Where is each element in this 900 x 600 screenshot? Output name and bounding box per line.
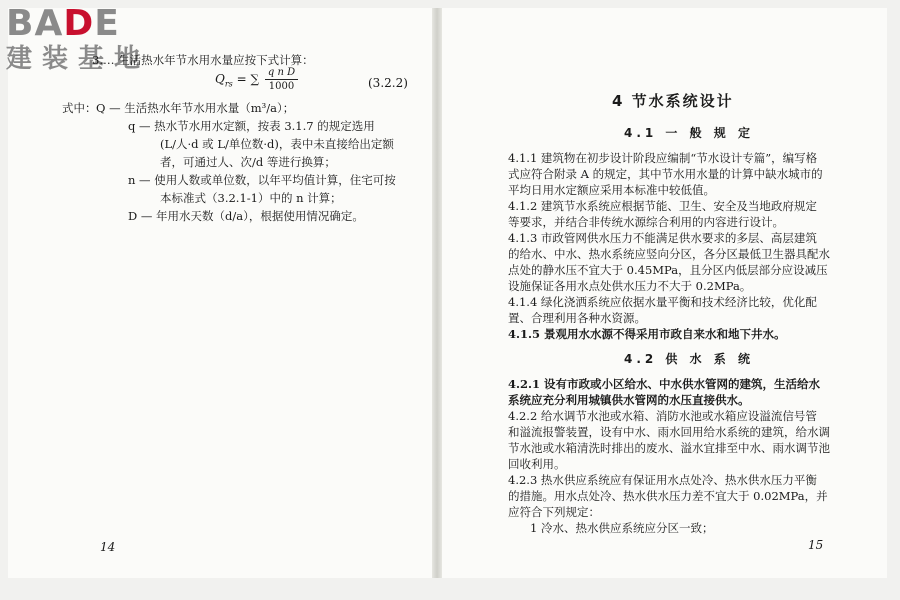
- clause-4-2-2: 4.2.2 给水调节水池或水箱、消防水池或水箱应设溢流信号管: [508, 409, 817, 423]
- right-page-number: 15: [808, 538, 824, 552]
- clause-4-2-1: 系统应充分利用城镇供水管网的水压直接供水。: [508, 393, 750, 407]
- def-line: 者，可通过人、次/d 等进行换算；: [160, 155, 336, 169]
- clause-4-2-3: 应符合下列规定：: [508, 505, 600, 519]
- clause-4-1-3: 4.1.3 市政管网供水压力不能满足供水要求的多层、高层建筑: [508, 231, 817, 245]
- clause-4-1-5: 4.1.5 景观用水水源不得采用市政自来水和地下井水。: [508, 327, 786, 341]
- clause-4-1-4: 置、合理利用各种水资源。: [508, 311, 646, 325]
- clause-4-2-3: 4.2.3 热水供应系统应有保证用水点处冷、热水供水压力平衡: [508, 473, 817, 487]
- logo-wordmark: BADE: [6, 3, 120, 44]
- chapter-title: 4 节水系统设计: [612, 92, 734, 110]
- book-gutter: [432, 8, 442, 578]
- def-line: n — 使用人数或单位数，以年平均值计算，住宅可按: [128, 173, 396, 187]
- where-label: 式中：: [62, 101, 97, 115]
- clause-4-2-2: 回收利用。: [508, 457, 566, 471]
- clause-4-2-3: 的措施。用水点处冷、热水供水压力差不宜大于 0.02MPa，并: [508, 489, 828, 503]
- list-item: 1 冷水、热水供应系统应分区一致；: [530, 521, 714, 535]
- clause-4-1-1: 式应符合附录 A 的规定，其中节水用水量的计算中缺水城市的: [508, 167, 823, 181]
- left-page-number: 14: [100, 540, 116, 554]
- logo-subtitle: 建装基地: [6, 44, 151, 74]
- def-line: D — 年用水天数（d/a），根据使用情况确定。: [128, 209, 364, 223]
- clause-4-1-1: 4.1.1 建筑物在初步设计阶段应编制“节水设计专篇”，编写格: [508, 151, 818, 165]
- def-line: 本标准式（3.2.1-1）中的 n 计算；: [160, 191, 342, 205]
- def-line: (L/人·d 或 L/单位数·d)，表中未直接给出定额: [160, 137, 394, 151]
- formula: $Q_{rs}$ = ∑ $\frac{\text{q n D}}{1000}$: [215, 66, 298, 93]
- clause-4-1-3: 的给水、中水、热水系统应竖向分区，各分区最低卫生器具配水: [508, 247, 830, 261]
- clause-4-1-2: 等要求，并结合非传统水源综合利用的内容进行设计。: [508, 215, 784, 229]
- clause-4-1-4: 4.1.4 绿化浇洒系统应依据水量平衡和技术经济比较，优化配: [508, 295, 817, 309]
- clause-4-2-2: 和溢流报警装置，设有中水、雨水回用给水系统的建筑，给水调: [508, 425, 830, 439]
- def-line: q — 热水节水用水定额，按表 3.1.7 的规定选用: [128, 119, 375, 133]
- clause-4-2-1: 4.2.1 设有市政或小区给水、中水供水管网的建筑，生活给水: [508, 377, 821, 391]
- clause-4-1-3: 设施保证各用水点处供水压力不大于 0.2MPa。: [508, 279, 752, 293]
- clause-4-2-2: 节水池或水箱清洗时排出的废水、溢水宜排至中水、雨水调节池: [508, 441, 830, 455]
- left-page: [8, 8, 437, 578]
- def-line: Q — 生活热水年节水用水量（m³/a）；: [96, 101, 295, 115]
- section-title: 4.2 供 水 系 统: [624, 352, 754, 366]
- clause-4-1-1: 平均日用水定额应采用本标准中较低值。: [508, 183, 715, 197]
- clause-4-1-2: 4.1.2 建筑节水系统应根据节能、卫生、安全及当地政府规定: [508, 199, 817, 213]
- formula-number: (3.2.2): [368, 76, 408, 90]
- section-title: 4.1 一 般 规 定: [624, 126, 754, 140]
- left-intro: 3.… 生活热水年节水用水量应按下式计算：: [92, 53, 314, 67]
- clause-4-1-3: 点处的静水压不宜大于 0.45MPa，且分区内低层部分应设减压: [508, 263, 828, 277]
